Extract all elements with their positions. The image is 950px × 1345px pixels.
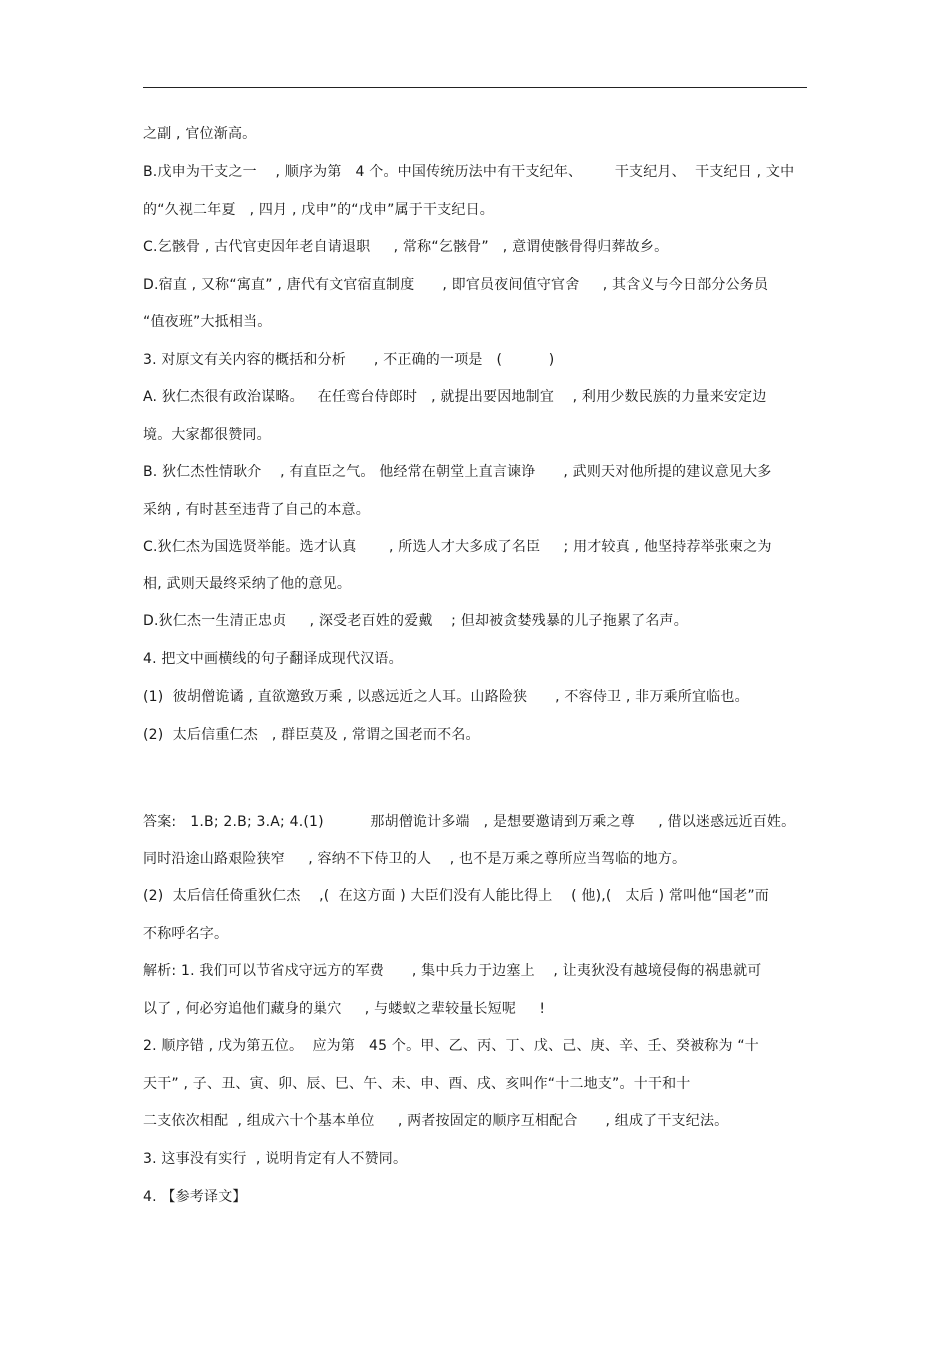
option-c: C.狄仁杰为国选贤举能。选才认真 , 所选人才大多成了名臣 ; 用才较真 , 他坚持荐举张柬之为 (143, 539, 772, 555)
text-line: 3. 这事没有实行 , 说明肯定有人不赞同。 (143, 1151, 408, 1167)
text-line: D.宿直 , 又称“寓直” , 唐代有文官宿直制度 , 即官员夜间值守官舍 , 其含义与今日部分公务员 (143, 277, 769, 293)
sentence-2: (2) 太后信重仁杰 , 群臣莫及 , 常谓之国老而不名。 (143, 727, 480, 743)
option-b: B. 狄仁杰性情耿介 , 有直臣之气。 他经常在朝堂上直言谏诤 , 武则天对他所提的建议意见大多 (143, 464, 772, 480)
text-line: 二支依次相配 , 组成六十个基本单位 , 两者按固定的顺序互相配合 , 组成了干支纪法。 (143, 1113, 729, 1129)
text-line: 的“久视二年夏 , 四月 , 戊申”的“戊申”属于干支纪日。 (143, 202, 495, 218)
text-line: 以了 , 何必穷追他们藏身的巢穴 , 与蝼蚁之辈较量长短呢 ! (143, 1001, 546, 1017)
text-line: 之副 , 官位渐高。 (143, 126, 257, 142)
text-line: C.乞骸骨 , 古代官吏因年老自请退职 , 常称“乞骸骨” , 意谓使骸骨得归葬故乡。 (143, 239, 669, 255)
header-rule (143, 87, 807, 88)
text-line: 天干” , 子、丑、寅、卯、辰、巳、午、未、申、酉、戌、亥叫作“十二地支”。十干和十 (143, 1076, 691, 1092)
option-a: A. 狄仁杰很有政治谋略。 在任鸾台侍郎时 , 就提出要因地制宜 , 利用少数民族的力量来安定边 (143, 389, 767, 405)
sentence-1: (1) 彼胡僧诡谲 , 直欲邀致万乘 , 以惑远近之人耳。山路险狭 , 不容侍卫 , 非万乘所宜临也。 (143, 689, 749, 705)
option-d: D.狄仁杰一生清正忠贞 , 深受老百姓的爱戴 ; 但却被贪婪残暴的儿子拖累了名声。 (143, 613, 688, 629)
text-line: 同时沿途山路艰险狭窄 , 容纳不下侍卫的人 , 也不是万乘之尊所应当驾临的地方。 (143, 851, 687, 867)
text-line: (2) 太后信任倚重狄仁杰 ,( 在这方面 ) 大臣们没有人能比得上 ( 他),( 太后 ) 常叫他“国老”而 (143, 888, 770, 904)
text-line: 相, 武则天最终采纳了他的意见。 (143, 576, 352, 592)
text-line: 境。大家都很赞同。 (143, 427, 271, 443)
text-line: 不称呼名字。 (143, 926, 229, 942)
text-line: 2. 顺序错 , 戊为第五位。 应为第 45 个。甲、乙、丙、丁、戊、己、庚、辛、壬、癸被称为 “十 (143, 1038, 759, 1054)
question-3: 3. 对原文有关内容的概括和分析 , 不正确的一项是 ( ) (143, 352, 555, 368)
text-line: 采纳 , 有时甚至违背了自己的本意。 (143, 502, 370, 518)
text-line: B.戊申为干支之一 , 顺序为第 4 个。中国传统历法中有干支纪年、 干支纪月、 干支纪日 , 文中 (143, 164, 795, 180)
question-4: 4. 把文中画横线的句子翻译成现代汉语。 (143, 651, 403, 667)
analysis-line: 解析: 1. 我们可以节省戍守远方的军费 , 集中兵力于边塞上 , 让夷狄没有越境侵侮的祸患就可 (143, 963, 762, 979)
text-line: “值夜班”大抵相当。 (143, 314, 272, 330)
reference-translation-heading: 4. 【参考译文】 (143, 1189, 247, 1205)
answer-line: 答案: 1.B; 2.B; 3.A; 4.(1) 那胡僧诡计多端 , 是想要邀请到万乘之尊 , 借以迷惑远近百姓。 (143, 814, 796, 830)
